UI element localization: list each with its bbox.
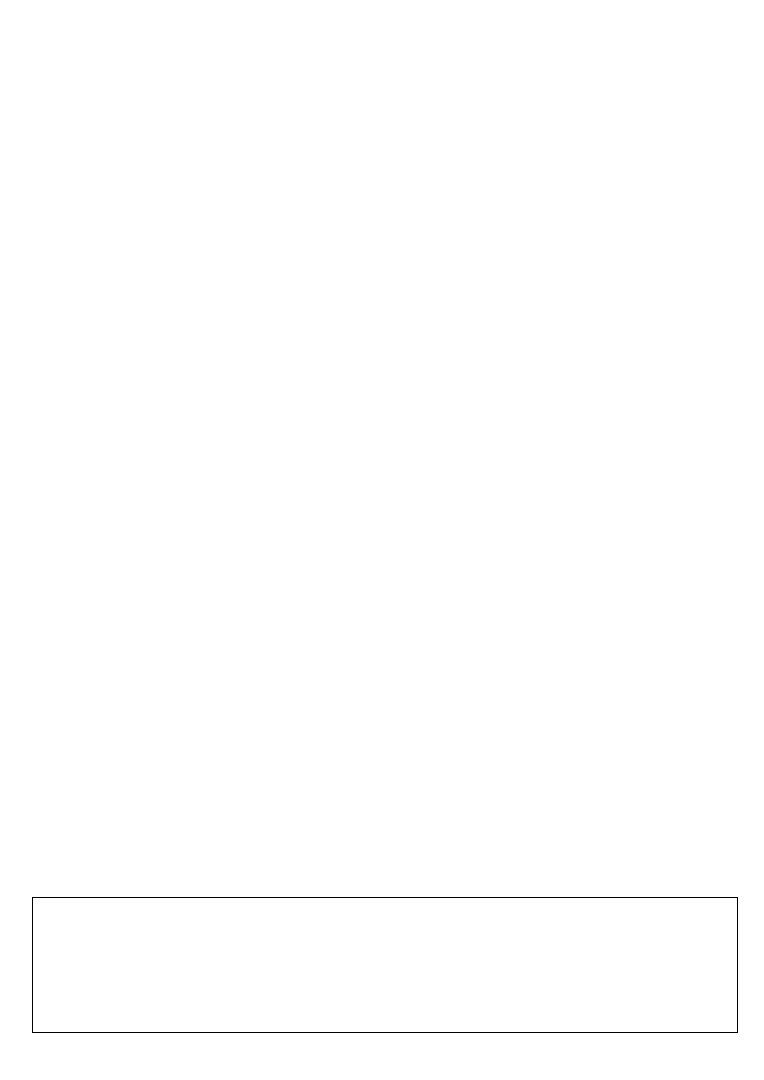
teacher-legend <box>32 897 738 1033</box>
